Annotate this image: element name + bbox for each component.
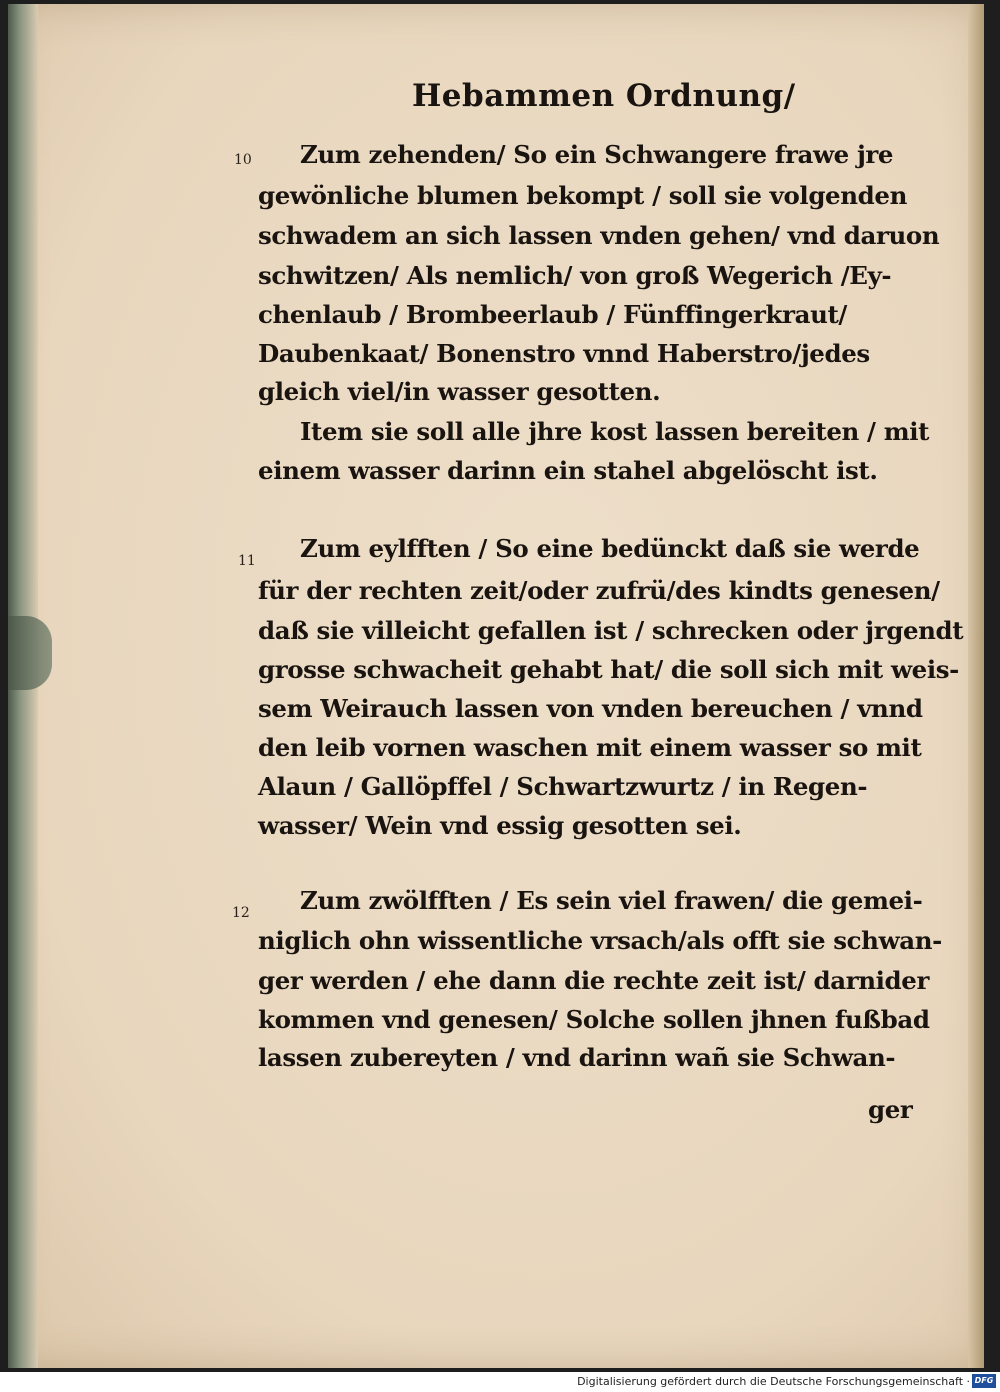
text-line: schwitzen/ Als nemlich/ von groß Wegerich /Ey- [258, 261, 892, 290]
text-line: Zum zwölfften / Es sein viel frawen/ die gemei- [300, 886, 923, 915]
text-line: Zum zehenden/ So ein Schwangere frawe jre [300, 140, 894, 169]
catchword: ger [868, 1095, 913, 1124]
text-line: gewönliche blumen bekompt / soll sie volgenden [258, 181, 907, 210]
text-line: ger werden / ehe dann die rechte zeit ist/ darnider [258, 966, 929, 995]
dfg-logo: DFG [972, 1374, 996, 1388]
text-line: für der rechten zeit/oder zufrü/des kindts genesen/ [258, 576, 940, 605]
text-line: Daubenkaat/ Bonenstro vnnd Haberstro/jedes [258, 339, 870, 368]
running-head: Hebammen Ordnung/ [412, 78, 796, 114]
text-line: daß sie villeicht gefallen ist / schrecken oder jrgendt [258, 616, 964, 645]
section-number: 11 [238, 553, 256, 569]
text-line: lassen zubereyten / vnd darinn wañ sie Schwan- [258, 1043, 896, 1072]
text-line: chenlaub / Brombeerlaub / Fünffingerkraut/ [258, 300, 847, 329]
footer-bar [0, 1372, 1000, 1392]
text-line: niglich ohn wissentliche vrsach/als offt sie schwan- [258, 926, 942, 955]
text-line: Zum eylfften / So eine bedünckt daß sie werde [300, 534, 920, 563]
section-number: 10 [234, 152, 252, 168]
text-line: schwadem an sich lassen vnden gehen/ vnd daruon [258, 221, 940, 250]
text-line: Alaun / Gallöpffel / Schwartzwurtz / in Regen- [258, 772, 868, 801]
page-clip-tab [8, 616, 52, 690]
section-number: 12 [232, 905, 250, 921]
text-line: kommen vnd genesen/ Solche sollen jhnen fußbad [258, 1005, 930, 1034]
text-line: sem Weirauch lassen von vnden bereuchen / vnnd [258, 694, 923, 723]
text-line: wasser/ Wein vnd essig gesotten sei. [258, 811, 742, 840]
text-line: gleich viel/in wasser gesotten. [258, 377, 661, 406]
text-line: Item sie soll alle jhre kost lassen bereiten / mit [300, 417, 930, 446]
text-line: den leib vornen waschen mit einem wasser so mit [258, 733, 922, 762]
page-right-edge [968, 4, 984, 1368]
funding-credit: Digitalisierung gefördert durch die Deutsche Forschungsgemeinschaft · [577, 1375, 970, 1388]
text-line: grosse schwacheit gehabt hat/ die soll sich mit weis- [258, 655, 959, 684]
text-line: einem wasser darinn ein stahel abgelöscht ist. [258, 456, 878, 485]
